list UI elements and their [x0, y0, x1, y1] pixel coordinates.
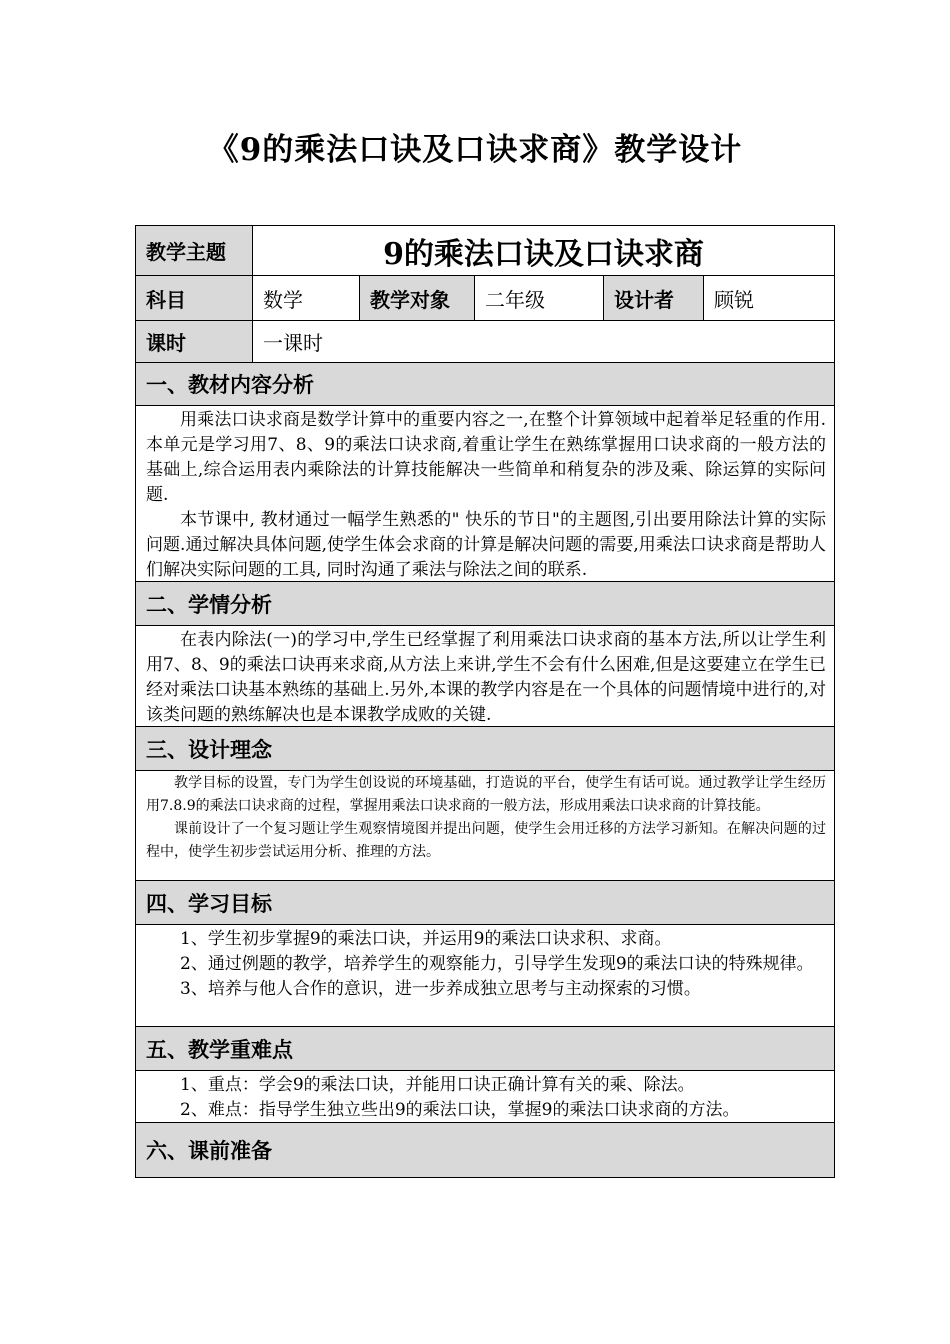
period-label: 课时 — [136, 321, 253, 362]
section-student-analysis-body — [136, 626, 834, 727]
section-design-concept-body — [136, 771, 834, 881]
info-row — [136, 276, 834, 321]
subject-value: 数学 — [253, 276, 360, 320]
topic-value: 9的乘法口诀及口诀求商 — [383, 236, 704, 272]
objective-item: 2、通过例题的教学，培养学生的观察能力，引导学生发现9的乘法口诀的特殊规律。 — [180, 954, 814, 974]
audience-label: 教学对象 — [360, 276, 475, 320]
section-objectives-title: 四、学习目标 — [136, 881, 834, 925]
objective-item: 3、培养与他人合作的意识，进一步养成独立思考与主动探索的习惯。 — [180, 979, 701, 999]
designer-label: 设计者 — [604, 276, 704, 320]
section-objectives-body — [136, 925, 834, 1027]
student-analysis-paragraph: 在表内除法(一)的学习中,学生已经掌握了利用乘法口诀求商的基本方法,所以让学生利用7、8、9的乘法口诀再来求商,从方法上来讲,学生不会有什么困难,但是这要建立在学生已经对乘法口诀基本熟练的基础上.另外,本课的教学内容是在一个具体的问题情境中进行的,对该类问题的熟练解决也是本课教学成败的关键. — [146, 630, 826, 725]
section-key-points-body — [136, 1071, 834, 1123]
section-student-analysis-title: 二、学情分析 — [136, 582, 834, 626]
key-point-item: 1、重点：学会9的乘法口诀，并能用口诀正确计算有关的乘、除法。 — [180, 1075, 695, 1095]
subject-label: 科目 — [136, 276, 253, 320]
section-key-points-title: 五、教学重难点 — [136, 1027, 834, 1071]
objective-item: 1、学生初步掌握9的乘法口诀，并运用9的乘法口诀求积、求商。 — [180, 929, 672, 949]
design-concept-paragraph: 课前设计了一个复习题让学生观察情境图并提出问题，使学生会用迁移的方法学习新知。在解决问题的过程中，使学生初步尝试运用分析、推理的方法。 — [146, 821, 826, 860]
audience-value: 二年级 — [475, 276, 604, 320]
topic-row — [136, 226, 834, 276]
topic-label: 教学主题 — [136, 226, 253, 275]
content-analysis-paragraph: 用乘法口诀求商是数学计算中的重要内容之一,在整个计算领域中起着举足轻重的作用.本单元是学习用7、8、9的乘法口诀求商,着重让学生在熟练掌握用口诀求商的一般方法的基础上,综合运用表内乘除法的计算技能解决一些简单和稍复杂的涉及乘、除运算的实际问题. — [146, 410, 826, 505]
key-point-item: 2、难点：指导学生独立些出9的乘法口诀，掌握9的乘法口诀求商的方法。 — [180, 1100, 740, 1120]
content-analysis-paragraph: 本节课中, 教材通过一幅学生熟悉的" 快乐的节日"的主题图,引出要用除法计算的实际问题.通过解决具体问题,使学生体会求商的计算是解决问题的需要,用乘法口诀求商是帮助人们解决实际问题的工具, 同时沟通了乘法与除法之间的联系. — [146, 510, 826, 580]
section-preparation-title: 六、课前准备 — [136, 1123, 834, 1177]
designer-value: 顾锐 — [714, 287, 754, 312]
section-content-analysis-body — [136, 406, 834, 582]
period-value: 一课时 — [263, 331, 323, 355]
period-row — [136, 321, 834, 363]
section-design-concept-title: 三、设计理念 — [136, 727, 834, 771]
section-content-analysis-title: 一、教材内容分析 — [136, 363, 834, 406]
design-concept-paragraph: 教学目标的设置，专门为学生创设说的环境基础，打造说的平台，使学生有话可说。通过教学让学生经历用7.8.9的乘法口诀求商的过程，掌握用乘法口诀求商的一般方法，形成用乘法口诀求商的计算技能。 — [146, 775, 826, 814]
document-title: 《9的乘法口诀及口诀求商》教学设计 — [207, 132, 743, 168]
lesson-plan-table — [135, 225, 835, 1178]
